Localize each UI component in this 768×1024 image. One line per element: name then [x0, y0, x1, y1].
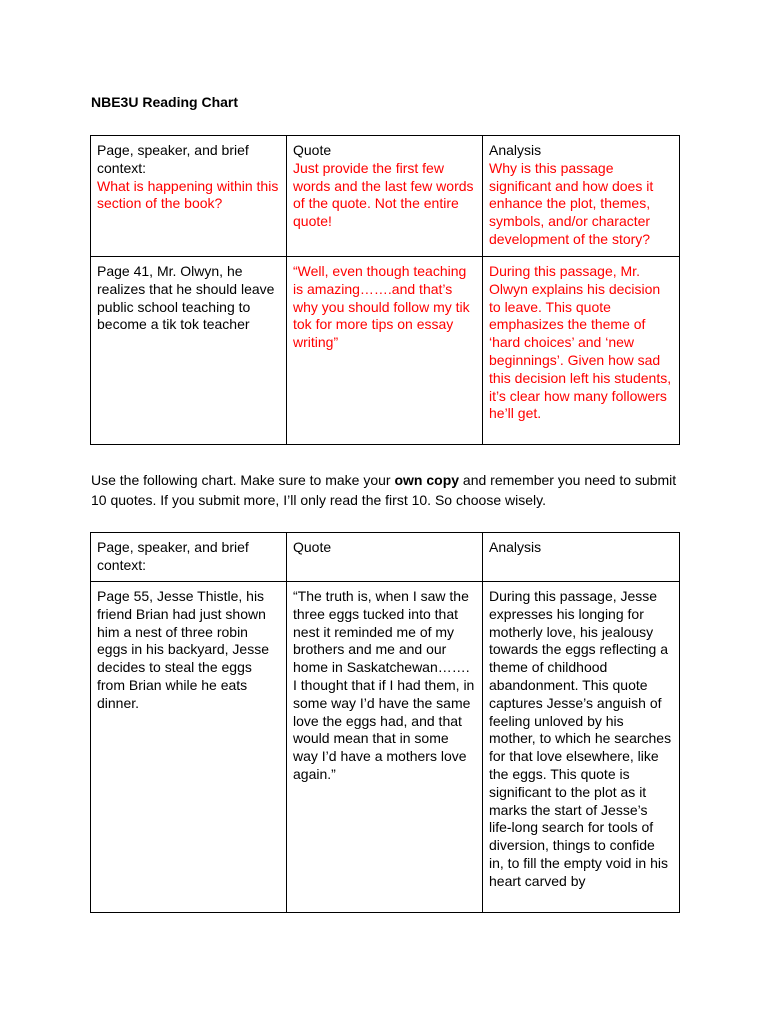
- quote-header-hint: Just provide the first few words and the last few words of the quote. Not the entire quote!: [293, 159, 474, 230]
- quote-cell: “Well, even though teaching is amazing…….and that’s why you should follow my tik tok for more tips on essay writing”: [287, 257, 483, 445]
- instructions-text-end: and remember you need to submit 10 quotes. If you submit more, I’ll only read the first 10. So choose wisely.: [91, 472, 677, 508]
- context-header-label: Page, speaker, and brief context:: [97, 142, 249, 176]
- reading-chart-entries: [90, 532, 680, 913]
- reading-chart-example: [90, 135, 680, 445]
- document-title: NBE3U Reading Chart: [91, 94, 239, 110]
- context-header-label: Page, speaker, and brief context:: [91, 533, 287, 582]
- context-header-hint: What is happening within this section of the book?: [97, 177, 279, 212]
- analysis-header-label: Analysis: [483, 533, 680, 582]
- table-row: [91, 582, 680, 913]
- context-cell: Page 41, Mr. Olwyn, he realizes that he should leave public school teaching to become a tik tok teacher: [91, 257, 287, 445]
- chart-header-row: [91, 533, 680, 582]
- table-row: [91, 257, 680, 445]
- analysis-header-hint: Why is this passage significant and how does it enhance the plot, themes, symbols, and/or character development of the story?: [489, 159, 654, 247]
- context-cell: Page 55, Jesse Thistle, his friend Brian had just shown him a nest of three robin eggs in his backyard, Jesse decides to steal the eggs from Brian while he eats dinner.: [91, 582, 287, 913]
- context-header-cell: [91, 136, 287, 257]
- analysis-header-cell: [483, 136, 680, 257]
- analysis-cell: During this passage, Jesse expresses his longing for motherly love, his jealousy towards the eggs reflecting a theme of childhood abandonment. This quote captures Jesse’s anguish of feeling unloved by his mother, to which he searches for that love elsewhere, like the eggs. This quote is significant to the plot as it marks the start of Jesse’s life-long search for tools of diversion, things to confide in, to fill the empty void in his heart carved by: [483, 582, 680, 913]
- quote-header-cell: [287, 136, 483, 257]
- chart-header-row: [91, 136, 680, 257]
- instructions-text-start: Use the following chart. Make sure to make your: [91, 472, 395, 488]
- quote-header-label: Quote: [293, 142, 332, 158]
- analysis-cell: During this passage, Mr. Olwyn explains his decision to leave. This quote emphasizes the theme of ‘hard choices’ and ‘new beginnings’. Given how sad this decision left his students, it’s clear how many followers he’ll get.: [483, 257, 680, 445]
- quote-cell: “The truth is, when I saw the three eggs tucked into that nest it reminded me of my brothers and me and our home in Saskatchewan……. I thought that if I had them, in some way I’d have the same love the eggs had, and that would mean that in some way I’d have a mothers love again.”: [287, 582, 483, 913]
- analysis-header-label: Analysis: [489, 142, 542, 158]
- instructions-paragraph: [91, 470, 691, 510]
- quote-header-label: Quote: [287, 533, 483, 582]
- instructions-emphasis: own copy: [394, 472, 460, 488]
